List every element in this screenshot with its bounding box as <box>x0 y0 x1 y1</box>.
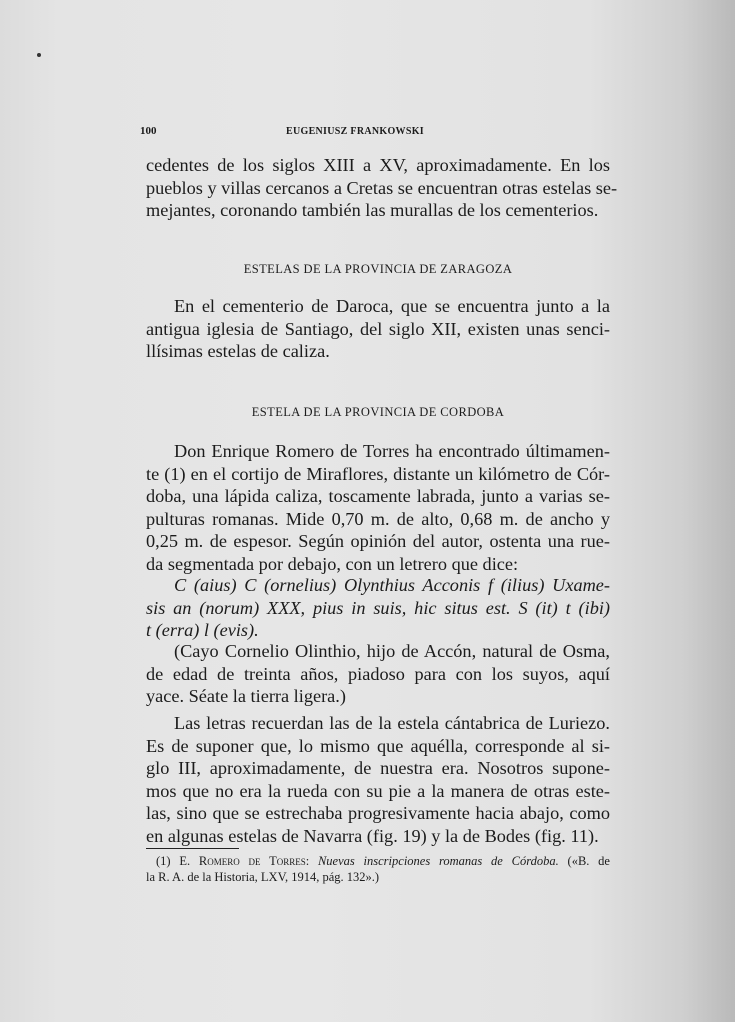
text-line: Don Enrique Romero de Torres ha encontrado últimamen- <box>174 441 610 461</box>
text-line: Las letras recuerdan las de la estela cántabrica de Luriezo. <box>174 713 610 733</box>
paragraph-romero <box>146 440 610 575</box>
inscription-latin <box>146 574 610 642</box>
text-line: mos que no era la rueda con su pie a la manera de otras este- <box>146 780 610 801</box>
section-heading-zaragoza: ESTELAS DE LA PROVINCIA DE ZARAGOZA <box>243 262 513 276</box>
footnote-marker: (1) <box>156 854 171 868</box>
paragraph-continuation <box>146 154 618 222</box>
text-line: 0,25 m. de espesor. Según opinión del autor, ostenta una rue- <box>146 531 610 551</box>
text-line: en algunas estelas de Navarra (fig. 19) y la de Bodes (fig. 11). <box>146 825 599 846</box>
text-line: C (aius) C (ornelius) Olynthius Acconis f (ilius) Uxame- <box>174 575 610 595</box>
text-line: yace. Séate la tierra ligera.) <box>146 686 346 706</box>
paragraph-daroca <box>146 295 610 363</box>
ink-speck <box>37 53 41 57</box>
text-line: antigua iglesia de Santiago, del siglo XII, existen unas senci- <box>146 318 610 339</box>
footnote-author: E. Romero de Torres: <box>179 854 310 868</box>
text-line: te (1) en el cortijo de Miraflores, distante un kilómetro de Cór- <box>146 463 610 484</box>
section-heading-cordoba: ESTELA DE LA PROVINCIA DE CORDOBA <box>251 405 505 419</box>
text-line: pueblos y villas cercanos a Cretas se encuentran otras estelas se- <box>146 177 618 198</box>
inscription-translation <box>146 640 610 708</box>
text-line: llísimas estelas de caliza. <box>146 341 330 361</box>
text-line: mejantes, coronando también las murallas de los cementerios. <box>146 200 599 220</box>
page-number: 100 <box>140 125 157 137</box>
running-title: EUGENIUSZ FRANKOWSKI <box>286 126 424 137</box>
footnote-line <box>146 853 610 869</box>
text-line: pulturas romanas. Mide 0,70 m. de alto, 0,68 m. de ancho y <box>146 508 610 529</box>
text-line: da segmentada por debajo, con un letrero que dice: <box>146 553 519 574</box>
footnote-source: («B. de <box>567 854 610 868</box>
text-line: sis an (norum) XXX, pius in suis, hic situs est. S (it) t (ibi) <box>146 597 610 618</box>
text-line: glo III, aproximadamente, de nuestra era. Nosotros supone- <box>146 758 610 778</box>
text-line: Es de suponer que, lo mismo que aquélla, corresponde al si- <box>146 735 610 756</box>
footnote-title: Nuevas inscripciones romanas de Córdoba. <box>317 854 559 868</box>
text-line: las, sino que se estrechaba progresivamente hacia abajo, como <box>146 803 610 823</box>
text-line: de edad de treinta años, piadoso para con los suyos, aquí <box>146 663 610 684</box>
text-line: cedentes de los siglos XIII a XV, aproximadamente. En los <box>146 155 610 175</box>
text-line: (Cayo Cornelio Olinthio, hijo de Accón, natural de Osma, <box>174 641 610 661</box>
paragraph-letras <box>146 712 610 847</box>
page-header <box>140 125 610 141</box>
text-line: En el cementerio de Daroca, que se encuentra junto a la <box>174 296 610 316</box>
text-line: t (erra) l (evis). <box>146 620 259 640</box>
footnote-line: la R. A. de la Historia, LXV, 1914, pág. 132».) <box>146 870 380 884</box>
footnote <box>146 853 610 885</box>
text-line: doba, una lápida caliza, toscamente labrada, junto a varias se- <box>146 486 610 506</box>
footnote-rule <box>146 848 239 849</box>
